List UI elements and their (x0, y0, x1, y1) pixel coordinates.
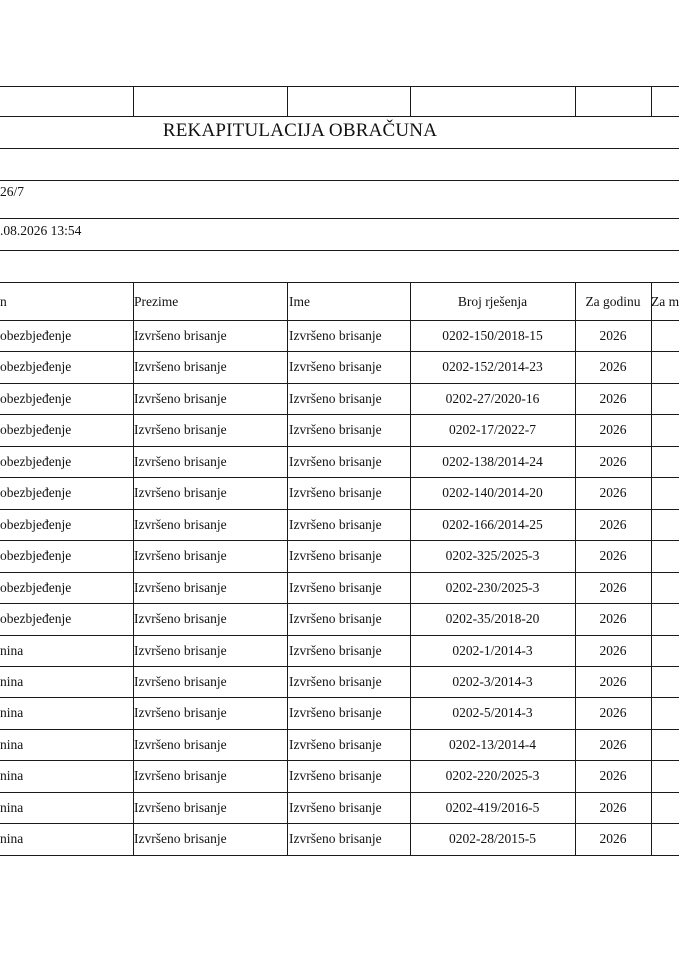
row-separator (0, 540, 679, 541)
cell-ime: Izvršeno brisanje (289, 422, 382, 437)
row-separator (0, 729, 679, 730)
cell-za-godinu: 2026 (599, 611, 627, 626)
row-separator (0, 477, 679, 478)
cell-category: obezbjeđenje (0, 359, 72, 374)
cell-za-godinu: 2026 (599, 422, 627, 437)
cell-ime: Izvršeno brisanje (289, 611, 382, 626)
frame-divider (287, 86, 288, 116)
cell-prezime: Izvršeno brisanje (134, 517, 227, 532)
table-border-top (0, 282, 679, 283)
row-separator (0, 635, 679, 636)
cell-broj-rjesenja: 0202-1/2014-3 (452, 643, 533, 658)
cell-category: nina (0, 737, 24, 752)
cell-za-godinu: 2026 (599, 674, 627, 689)
header-za-godinu: Za godinu (585, 294, 641, 309)
report-number: 26/7 (0, 184, 25, 199)
row-separator (0, 855, 679, 856)
report-title: REKAPITULACIJA OBRAČUNA (162, 120, 438, 141)
header-broj-rjesenja: Broj rješenja (457, 294, 528, 309)
cell-broj-rjesenja: 0202-419/2016-5 (445, 800, 540, 815)
row-separator (0, 792, 679, 793)
cell-broj-rjesenja: 0202-140/2014-20 (442, 485, 543, 500)
cell-za-godinu: 2026 (599, 328, 627, 343)
cell-category: nina (0, 643, 24, 658)
cell-ime: Izvršeno brisanje (289, 580, 382, 595)
cell-prezime: Izvršeno brisanje (134, 768, 227, 783)
cell-prezime: Izvršeno brisanje (134, 328, 227, 343)
cell-category: obezbjeđenje (0, 485, 72, 500)
cell-category: obezbjeđenje (0, 391, 72, 406)
cell-broj-rjesenja: 0202-13/2014-4 (449, 737, 536, 752)
cell-za-godinu: 2026 (599, 517, 627, 532)
cell-ime: Izvršeno brisanje (289, 674, 382, 689)
cell-prezime: Izvršeno brisanje (134, 705, 227, 720)
cell-prezime: Izvršeno brisanje (134, 359, 227, 374)
cell-broj-rjesenja: 0202-27/2020-16 (445, 391, 540, 406)
row-separator (0, 760, 679, 761)
cell-category: nina (0, 831, 24, 846)
row-separator (0, 697, 679, 698)
frame-line (0, 218, 679, 219)
cell-category: obezbjeđenje (0, 611, 72, 626)
cell-broj-rjesenja: 0202-230/2025-3 (445, 580, 540, 595)
frame-line (0, 148, 679, 149)
cell-prezime: Izvršeno brisanje (134, 422, 227, 437)
header-prezime: Prezime (134, 294, 179, 309)
cell-ime: Izvršeno brisanje (289, 768, 382, 783)
cell-prezime: Izvršeno brisanje (134, 548, 227, 563)
cell-za-godinu: 2026 (599, 359, 627, 374)
cell-ime: Izvršeno brisanje (289, 705, 382, 720)
cell-prezime: Izvršeno brisanje (134, 831, 227, 846)
header-separator (0, 320, 679, 321)
frame-line (0, 86, 679, 87)
row-separator (0, 509, 679, 510)
row-separator (0, 446, 679, 447)
cell-ime: Izvršeno brisanje (289, 643, 382, 658)
cell-broj-rjesenja: 0202-166/2014-25 (442, 517, 543, 532)
row-separator (0, 414, 679, 415)
cell-broj-rjesenja: 0202-220/2025-3 (445, 768, 540, 783)
frame-line (0, 250, 679, 251)
cell-category: obezbjeđenje (0, 422, 72, 437)
cell-category: nina (0, 800, 24, 815)
cell-ime: Izvršeno brisanje (289, 800, 382, 815)
cell-za-godinu: 2026 (599, 643, 627, 658)
cell-za-godinu: 2026 (599, 768, 627, 783)
cell-za-godinu: 2026 (599, 454, 627, 469)
row-separator (0, 823, 679, 824)
cell-za-godinu: 2026 (599, 548, 627, 563)
cell-ime: Izvršeno brisanje (289, 359, 382, 374)
row-separator (0, 351, 679, 352)
cell-broj-rjesenja: 0202-152/2014-23 (442, 359, 543, 374)
cell-prezime: Izvršeno brisanje (134, 485, 227, 500)
cell-broj-rjesenja: 0202-17/2022-7 (449, 422, 536, 437)
cell-prezime: Izvršeno brisanje (134, 674, 227, 689)
cell-category: obezbjeđenje (0, 548, 72, 563)
column-divider (651, 282, 652, 855)
cell-ime: Izvršeno brisanje (289, 454, 382, 469)
cell-broj-rjesenja: 0202-325/2025-3 (445, 548, 540, 563)
cell-prezime: Izvršeno brisanje (134, 800, 227, 815)
cell-category: obezbjeđenje (0, 328, 72, 343)
cell-category: obezbjeđenje (0, 580, 72, 595)
cell-broj-rjesenja: 0202-150/2018-15 (442, 328, 543, 343)
cell-ime: Izvršeno brisanje (289, 485, 382, 500)
cell-za-godinu: 2026 (599, 800, 627, 815)
frame-line (0, 180, 679, 181)
frame-divider (575, 86, 576, 116)
header-ime: Ime (289, 294, 310, 309)
cell-ime: Izvršeno brisanje (289, 737, 382, 752)
row-separator (0, 603, 679, 604)
header-za-mjesec: Za m (651, 294, 679, 309)
frame-line (0, 116, 679, 117)
cell-za-godinu: 2026 (599, 485, 627, 500)
row-separator (0, 666, 679, 667)
cell-broj-rjesenja: 0202-5/2014-3 (452, 705, 533, 720)
cell-broj-rjesenja: 0202-35/2018-20 (445, 611, 540, 626)
cell-prezime: Izvršeno brisanje (134, 611, 227, 626)
cell-za-godinu: 2026 (599, 737, 627, 752)
cell-ime: Izvršeno brisanje (289, 391, 382, 406)
cell-za-godinu: 2026 (599, 705, 627, 720)
row-separator (0, 383, 679, 384)
report-datetime: .08.2026 13:54 (0, 223, 82, 238)
column-divider (287, 282, 288, 855)
cell-prezime: Izvršeno brisanje (134, 454, 227, 469)
cell-prezime: Izvršeno brisanje (134, 391, 227, 406)
cell-broj-rjesenja: 0202-3/2014-3 (452, 674, 533, 689)
frame-divider (410, 86, 411, 116)
cell-ime: Izvršeno brisanje (289, 328, 382, 343)
cell-broj-rjesenja: 0202-138/2014-24 (442, 454, 543, 469)
cell-prezime: Izvršeno brisanje (134, 643, 227, 658)
frame-divider (133, 86, 134, 116)
cell-za-godinu: 2026 (599, 580, 627, 595)
cell-category: nina (0, 705, 24, 720)
cell-category: obezbjeđenje (0, 454, 72, 469)
cell-ime: Izvršeno brisanje (289, 548, 382, 563)
cell-category: nina (0, 674, 24, 689)
cell-prezime: Izvršeno brisanje (134, 580, 227, 595)
cell-za-godinu: 2026 (599, 831, 627, 846)
frame-divider (651, 86, 652, 116)
cell-category: nina (0, 768, 24, 783)
cell-za-godinu: 2026 (599, 391, 627, 406)
cell-ime: Izvršeno brisanje (289, 517, 382, 532)
cell-category: obezbjeđenje (0, 517, 72, 532)
cell-ime: Izvršeno brisanje (289, 831, 382, 846)
cell-prezime: Izvršeno brisanje (134, 737, 227, 752)
row-separator (0, 572, 679, 573)
cell-broj-rjesenja: 0202-28/2015-5 (449, 831, 536, 846)
header-category: n (0, 294, 7, 309)
